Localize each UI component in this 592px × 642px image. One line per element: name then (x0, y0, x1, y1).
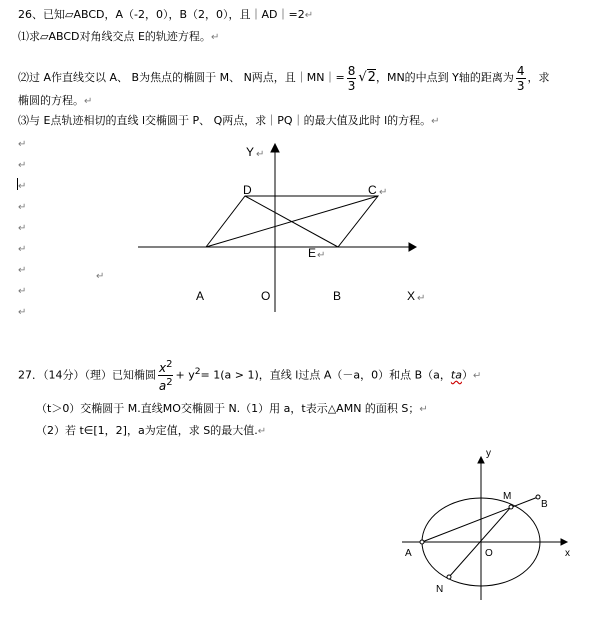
y-axis-2-arrow-icon (478, 457, 484, 463)
p26-line3: ⑵过 A作直线交以 A、 B为焦点的椭圆于 M、 N两点，且｜MN｜= $\frac{8}{3}$ √2，MN的中点到 Y轴的距离为 $\frac{4}{3}$ ，求 (18, 58, 550, 98)
p27-line3: （2）若 t∈[1，2]，a为定值，求 S的最大值.↵ (36, 424, 267, 437)
return-mark: ↵ (210, 32, 220, 43)
point-a (420, 540, 424, 544)
p26-line4: 椭圆的方程。↵ (18, 94, 93, 107)
svg-text:↵: ↵ (379, 187, 388, 198)
label-x-2: x (565, 548, 570, 559)
svg-text:↵: ↵ (317, 250, 326, 261)
label-d: D (243, 183, 252, 197)
fraction-8-3: $\frac{8}{3}$ (347, 63, 356, 93)
label-b-2: B (541, 499, 548, 510)
sqrt-2: √2 (358, 70, 376, 85)
x-axis-2-arrow-icon (561, 539, 567, 545)
line-ab (422, 497, 538, 542)
point-m (509, 505, 513, 509)
label-o-2: O (485, 548, 493, 559)
return-mark: ↵ (96, 271, 105, 282)
label-x: X (407, 289, 416, 303)
p27-line1: 27．（14分）（理）已知椭圆 $\frac{x^2}{a^2}$ + $y^2= 1(a > 1)$，直线 l过点 A（－a，0）和点 B（a，ta）↵ (18, 359, 482, 394)
text-cursor (17, 178, 18, 190)
p26-line2: ⑴求▱ABCD对角线交点 E的轨迹方程。↵ (18, 30, 220, 43)
label-m: M (503, 491, 512, 502)
p26-line1: 26、已知▱ABCD，A（-2，0），B（2，0），且｜AD｜=2↵ (18, 8, 314, 21)
return-mark: ↵ (431, 116, 440, 127)
return-mark: ↵ (257, 426, 267, 437)
label-e: E (308, 246, 317, 260)
label-a: A (196, 289, 205, 303)
diagonal-ac (206, 196, 378, 247)
p27-line2: （t＞0）交椭圆于 M.直线MO交椭圆于 N.（1）用 a，t表示△AMN 的面积 S；↵ (36, 402, 428, 415)
fraction-x2-a2: $\frac{x^2}{a^2}$ (158, 359, 173, 394)
return-mark: ↵ (419, 404, 428, 415)
return-mark: ↵ (472, 370, 482, 382)
return-mark-column: ↵ ↵ ↵ ↵ ↵ ↵ ↵ ↵ ↵ (18, 139, 27, 318)
point-n (447, 575, 451, 579)
svg-text:↵: ↵ (256, 149, 265, 160)
label-n: N (436, 584, 444, 595)
label-b: B (333, 289, 342, 303)
return-mark: ↵ (304, 10, 314, 21)
figure-ellipse (402, 457, 567, 600)
label-o: O (261, 289, 271, 303)
return-mark: ↵ (84, 96, 93, 107)
y-axis-arrow-icon (271, 144, 279, 152)
label-y-2: y (486, 448, 491, 459)
svg-text:↵: ↵ (417, 293, 426, 304)
label-a-2: A (405, 548, 412, 559)
x-axis-arrow-icon (409, 243, 416, 251)
label-c: C (368, 183, 377, 197)
spellcheck-word: ta (450, 368, 462, 382)
point-b (536, 495, 540, 499)
label-y: Y (246, 145, 255, 159)
p26-line5: ⑶与 E点轨迹相切的直线 l交椭圆于 P、 Q两点，求｜PQ｜的最大值及此时 l的方程。↵ (18, 114, 440, 127)
fraction-4-3: $\frac{4}{3}$ (516, 63, 525, 93)
